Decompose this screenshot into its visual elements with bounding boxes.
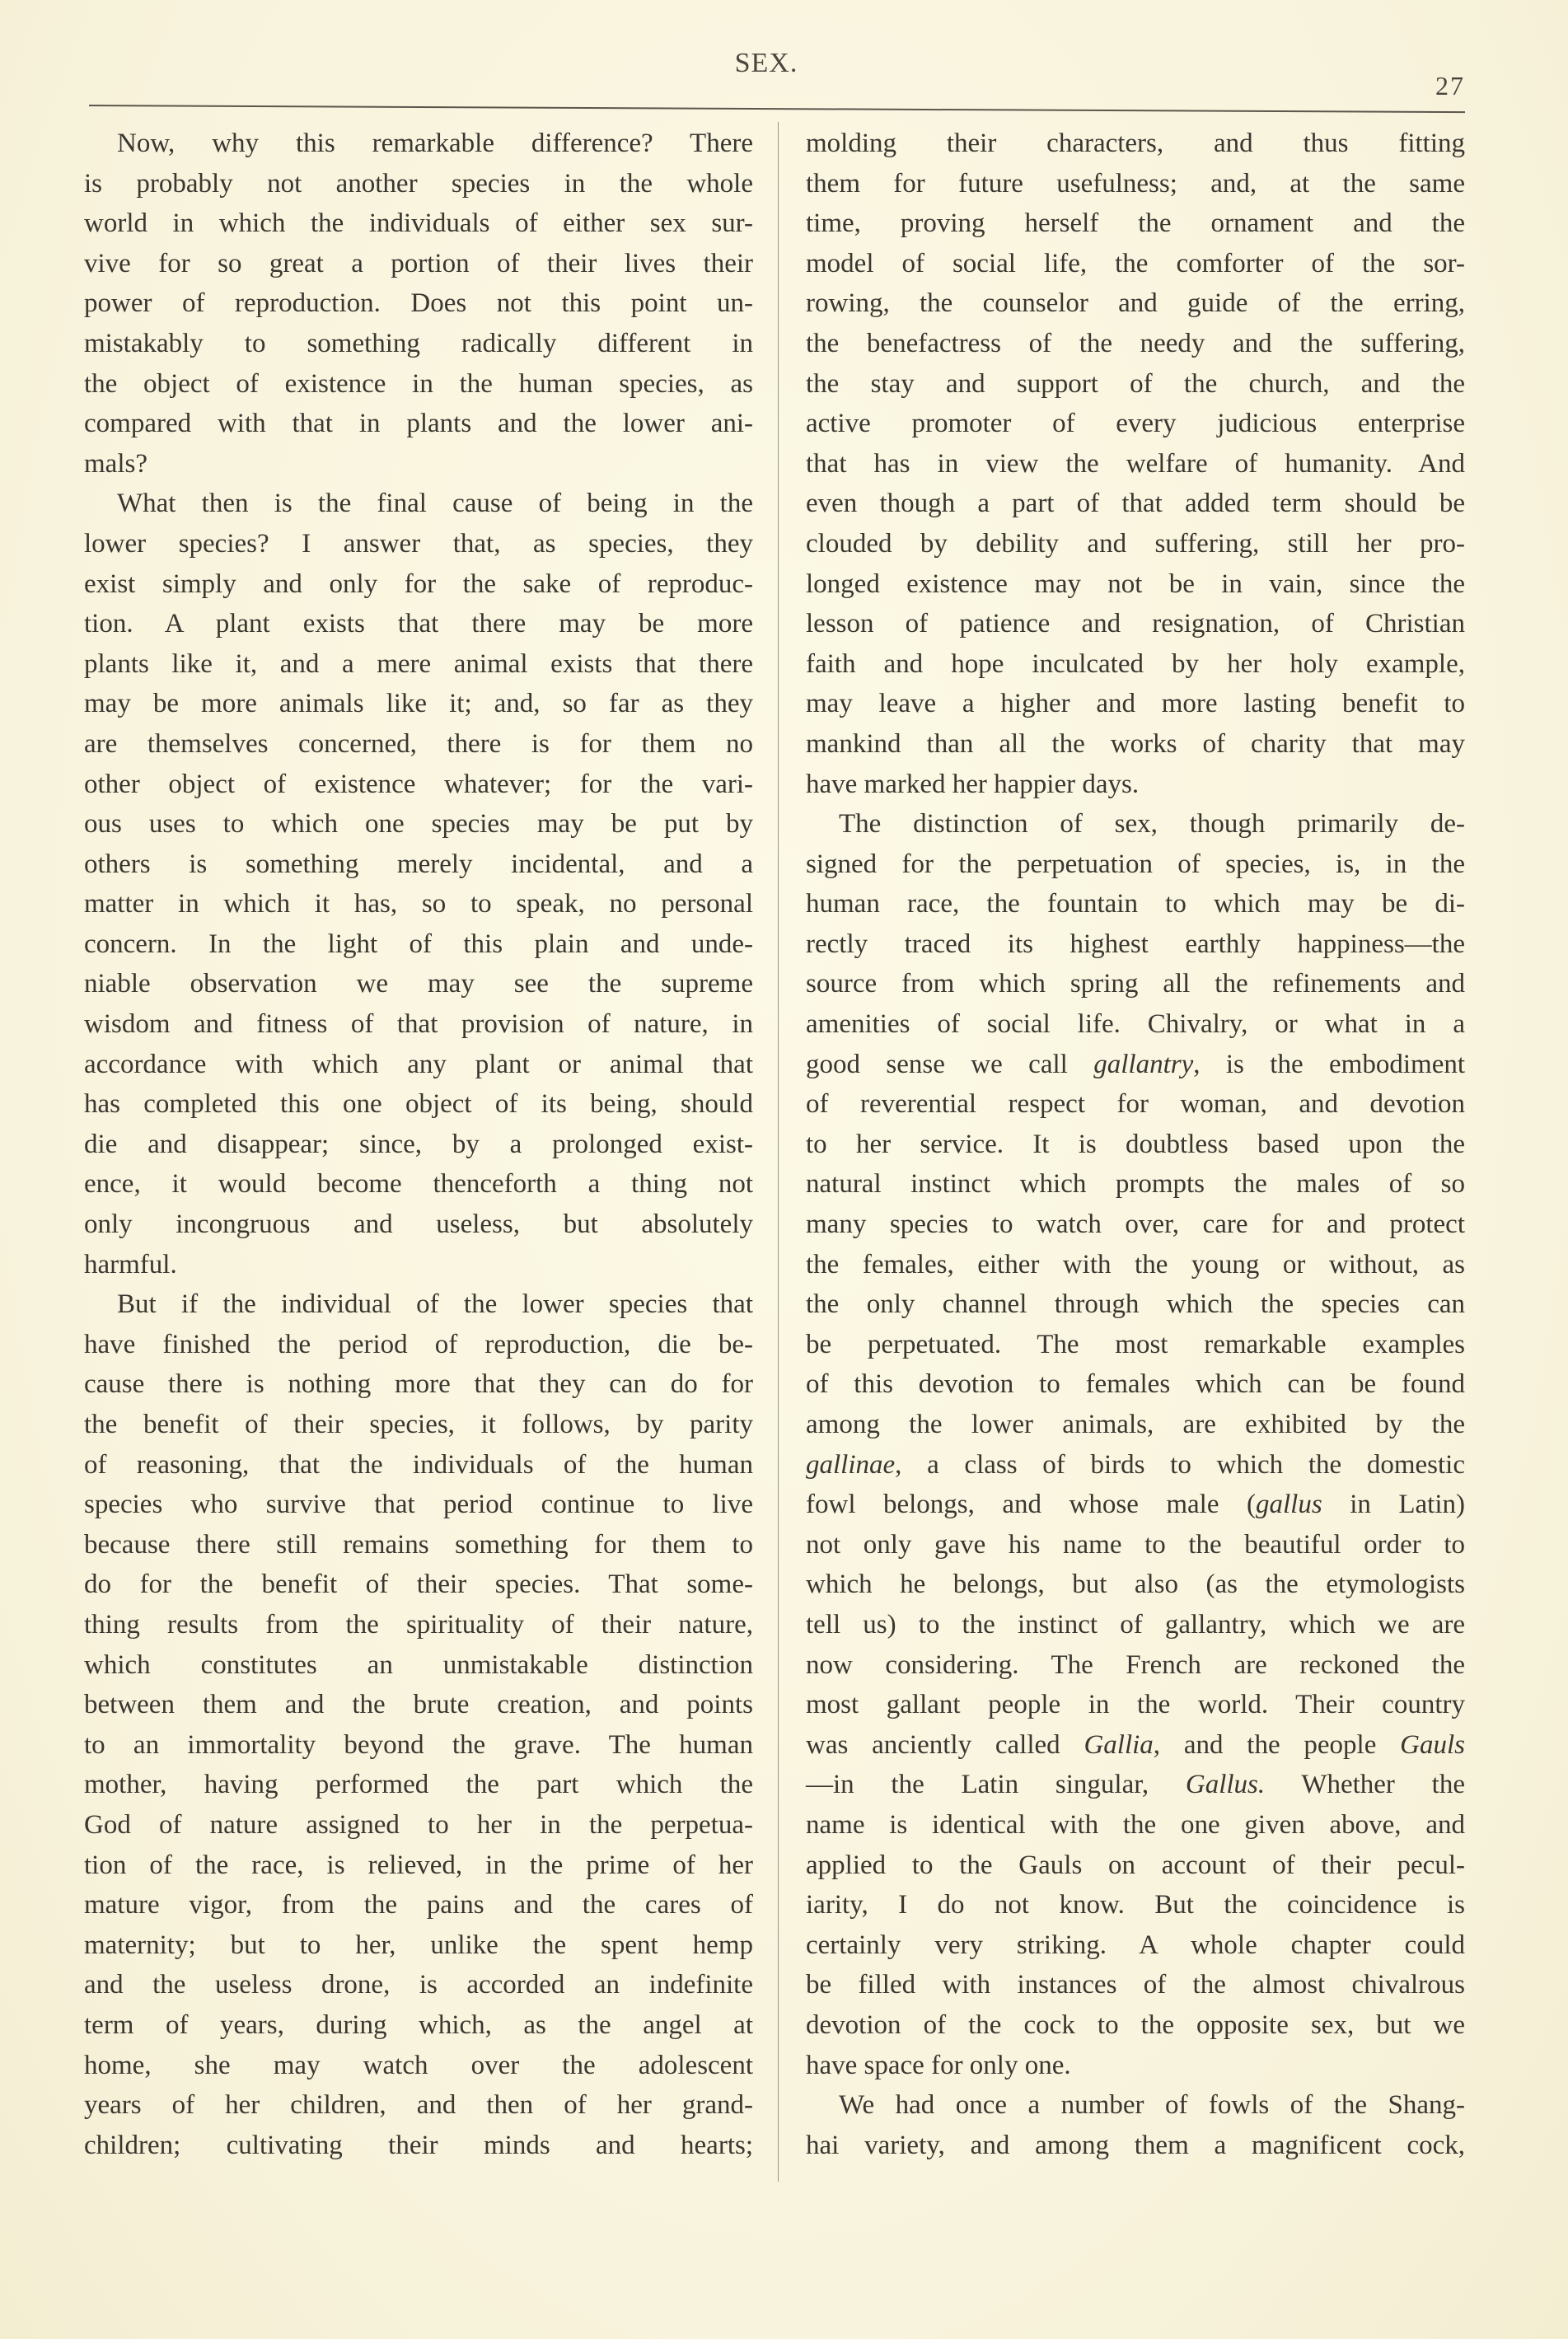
text-line: others is something merely incidental, and a [84, 849, 753, 879]
text-line: has completed this one object of its being, should [84, 1089, 753, 1120]
text-line: gallinae, a class of birds to which the domestic [806, 1449, 1465, 1480]
paragraph [806, 2085, 1465, 2165]
italic-term: gallinae [806, 1449, 896, 1480]
text-line: the benefit of their species, it follows, by parity [84, 1410, 753, 1439]
text-line: them for future usefulness; and, at the same [806, 168, 1465, 199]
text-line: years of her children, and then of her grand- [84, 2090, 753, 2121]
text-line: to an immortality beyond the grave. The human [84, 1729, 753, 1760]
text-line: lesson of patience and resignation, of Christian [806, 609, 1465, 639]
text-line: to her service. It is doubtless based upon the [806, 1129, 1465, 1159]
text-line: lower species? I answer that, as species, they [84, 528, 753, 559]
text-line: do for the benefit of their species. That some- [84, 1569, 753, 1600]
italic-term: Gauls [1400, 1729, 1465, 1760]
text-line: die and disappear; since, by a prolonged exist- [84, 1129, 753, 1159]
text-line: ous uses to which one species may be put by [84, 809, 753, 840]
text-line: have finished the period of reproduction, die be- [84, 1329, 753, 1359]
text-line: tion of the race, is relieved, in the prime of her [84, 1850, 753, 1880]
text-line: time, proving herself the ornament and the [806, 208, 1465, 239]
text-line: may be more animals like it; and, so far as they [84, 689, 753, 719]
text-line: hai variety, and among them a magnificent cock, [806, 2130, 1465, 2160]
text-line: was anciently called Gallia, and the people Gauls [806, 1729, 1465, 1760]
text-line: power of reproduction. Does not this point un- [84, 288, 753, 319]
text-line: faith and hope inculcated by her holy example, [806, 648, 1465, 679]
header-rule [89, 105, 1465, 113]
text-line: vive for so great a portion of their lives their [84, 248, 753, 278]
text-line: mistakably to something radically different in [84, 328, 753, 358]
text-line: plants like it, and a mere animal exists that there [84, 648, 753, 679]
text-line: signed for the perpetuation of species, is, in the [806, 849, 1465, 879]
text-line: that has in view the welfare of humanity. And [806, 448, 1465, 479]
text-line: The distinction of sex, though primarily de- [839, 809, 1465, 840]
text-line: cause there is nothing more that they can do for [84, 1369, 753, 1400]
text-line: ence, it would become thenceforth a thing not [84, 1169, 753, 1200]
text-line: accordance with which any plant or animal that [84, 1049, 753, 1079]
text-line: rectly traced its highest earthly happiness—the [806, 929, 1465, 959]
italic-term: gallantry [1093, 1049, 1194, 1079]
text-line: tion. A plant exists that there may be more [84, 609, 753, 639]
text-line: not only gave his name to the beautiful order to [806, 1529, 1465, 1560]
paragraph [84, 124, 753, 484]
column-divider [778, 122, 779, 2182]
text-line: species who survive that period continue to live [84, 1490, 753, 1520]
text-line: wisdom and fitness of that provision of nature, in [84, 1009, 753, 1040]
running-head: SEX. [734, 48, 798, 78]
text-line: be perpetuated. The most remarkable examples [806, 1329, 1465, 1359]
text-line: only incongruous and useless, but absolutely [84, 1209, 753, 1240]
text-line: most gallant people in the world. Their country [806, 1690, 1465, 1720]
text-line: fowl belongs, and whose male (gallus in Latin) [806, 1490, 1465, 1520]
paragraph [806, 124, 1465, 804]
text-line: world in which the individuals of either sex sur- [84, 208, 753, 239]
text-line: exist simply and only for the sake of reproduc- [84, 568, 753, 599]
text-line: compared with that in plants and the lower ani- [84, 409, 753, 439]
text-line: molding their characters, and thus fitting [806, 129, 1465, 158]
text-line: But if the individual of the lower species that [117, 1289, 753, 1320]
text-line: What then is the final cause of being in the [117, 489, 753, 519]
text-line: are themselves concerned, there is for them no [84, 728, 753, 759]
text-line: have space for only one. [806, 2050, 1071, 2080]
paragraph [806, 804, 1465, 2085]
text-line: the only channel through which the species can [806, 1289, 1465, 1320]
text-line: mankind than all the works of charity that may [806, 728, 1465, 759]
text-line: and the useless drone, is accorded an indefinite [84, 1970, 753, 2000]
text-line: certainly very striking. A whole chapter could [806, 1930, 1465, 1960]
text-line: among the lower animals, are exhibited by the [806, 1410, 1465, 1439]
text-line: may leave a higher and more lasting benefit to [806, 689, 1465, 719]
text-line: the object of existence in the human species, as [84, 368, 753, 399]
page-number: 27 [1435, 71, 1465, 101]
text-line: which constitutes an unmistakable distinction [84, 1649, 753, 1680]
text-line: between them and the brute creation, and points [84, 1690, 753, 1720]
right-column [806, 124, 1465, 2165]
text-line: We had once a number of fowls of the Shang- [839, 2090, 1465, 2121]
text-line: applied to the Gauls on account of their pecul- [806, 1850, 1465, 1880]
text-line: thing results from the spirituality of their nature, [84, 1609, 753, 1640]
text-line: children; cultivating their minds and hearts; [84, 2130, 753, 2160]
text-line: mature vigor, from the pains and the cares of [84, 1890, 753, 1920]
text-line: term of years, during which, as the angel at [84, 2009, 753, 2040]
text-line: human race, the fountain to which may be di- [806, 889, 1465, 919]
italic-term: Gallus. [1185, 1770, 1266, 1800]
text-line: of reverential respect for woman, and devotion [806, 1089, 1465, 1120]
text-line: model of social life, the comforter of the sor- [806, 248, 1465, 278]
text-line: good sense we call gallantry, is the embodiment [806, 1049, 1466, 1079]
text-line: clouded by debility and suffering, still her pro- [806, 528, 1465, 559]
text-line: many species to watch over, care for and protect [806, 1209, 1465, 1240]
text-line: God of nature assigned to her in the perpetua- [84, 1809, 753, 1840]
text-line: have marked her happier days. [806, 769, 1140, 799]
text-line: other object of existence whatever; for the vari- [84, 769, 753, 799]
text-line: of this devotion to females which can be found [806, 1369, 1465, 1400]
paragraph [84, 1284, 753, 2165]
text-line: even though a part of that added term should be [806, 489, 1465, 519]
text-line: mals? [84, 448, 147, 479]
text-line: name is identical with the one given above, and [806, 1809, 1465, 1840]
text-line: source from which spring all the refinements and [806, 969, 1465, 999]
text-line: niable observation we may see the supreme [84, 969, 753, 999]
text-line: be filled with instances of the almost chivalrous [806, 1970, 1465, 2000]
text-line: maternity; but to her, unlike the spent hemp [84, 1930, 753, 1960]
text-line: tell us) to the instinct of gallantry, which we are [806, 1609, 1465, 1640]
text-line: which he belongs, but also (as the etymologists [806, 1569, 1465, 1600]
text-line: harmful. [84, 1249, 177, 1279]
text-line: longed existence may not be in vain, since the [806, 568, 1465, 599]
text-line: amenities of social life. Chivalry, or what in a [806, 1009, 1465, 1040]
text-line: Now, why this remarkable difference? There [117, 129, 753, 158]
paragraph [84, 484, 753, 1284]
text-line: natural instinct which prompts the males of so [806, 1169, 1465, 1200]
text-line: —in the Latin singular, Gallus. Whether the [806, 1770, 1465, 1800]
text-line: concern. In the light of this plain and unde- [84, 929, 753, 959]
italic-term: gallus [1256, 1490, 1322, 1520]
text-line: iarity, I do not know. But the coincidence is [806, 1890, 1465, 1920]
text-line: because there still remains something for them to [84, 1529, 753, 1560]
text-line: the females, either with the young or without, as [806, 1249, 1465, 1279]
text-line: of reasoning, that the individuals of the human [84, 1449, 753, 1480]
text-line: matter in which it has, so to speak, no personal [84, 889, 753, 919]
text-line: mother, having performed the part which the [84, 1770, 753, 1800]
text-line: home, she may watch over the adolescent [84, 2050, 753, 2080]
text-line: is probably not another species in the whole [84, 168, 753, 199]
text-line: the stay and support of the church, and the [806, 368, 1465, 399]
text-line: the benefactress of the needy and the suffering, [806, 328, 1465, 358]
text-line: devotion of the cock to the opposite sex, but we [806, 2009, 1465, 2040]
italic-term: Gallia [1084, 1729, 1154, 1760]
text-line: now considering. The French are reckoned the [806, 1649, 1465, 1680]
left-column [84, 124, 753, 2165]
text-line: rowing, the counselor and guide of the erring, [806, 288, 1465, 319]
text-line: active promoter of every judicious enterprise [806, 409, 1465, 439]
